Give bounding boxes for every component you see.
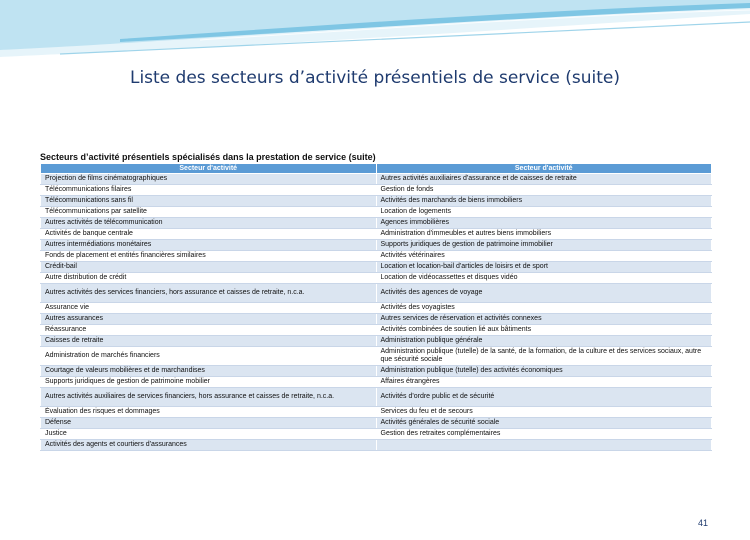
column-header-left: Secteur d'activité xyxy=(41,164,377,174)
table-header-row xyxy=(41,164,712,174)
table-body xyxy=(41,174,712,451)
table-cell-left: Autre distribution de crédit xyxy=(41,273,377,284)
table-row xyxy=(41,347,712,366)
page-number: 41 xyxy=(698,518,709,528)
table-row xyxy=(41,218,712,229)
table-row xyxy=(41,273,712,284)
table-cell-right: Location de logements xyxy=(376,207,712,218)
table-row xyxy=(41,440,712,451)
table-cell-left: Réassurance xyxy=(41,325,377,336)
table-cell-right: Activités générales de sécurité sociale xyxy=(376,418,712,429)
table-row xyxy=(41,418,712,429)
table-row xyxy=(41,366,712,377)
table-cell-left: Autres intermédiations monétaires xyxy=(41,240,377,251)
table-row xyxy=(41,407,712,418)
table-cell-right: Administration d'immeubles et autres biens immobiliers xyxy=(376,229,712,240)
table-cell-left: Activités des agents et courtiers d'assurances xyxy=(41,440,377,451)
table-cell-left: Télécommunications par satellite xyxy=(41,207,377,218)
table-cell-left: Évaluation des risques et dommages xyxy=(41,407,377,418)
table-cell-right: Services du feu et de secours xyxy=(376,407,712,418)
table-cell-left: Fonds de placement et entités financières similaires xyxy=(41,251,377,262)
table-cell-right: Activités vétérinaires xyxy=(376,251,712,262)
table-row xyxy=(41,251,712,262)
table-row xyxy=(41,229,712,240)
table-cell-right: Activités d'ordre public et de sécurité xyxy=(376,388,712,407)
table-cell-left: Autres activités des services financiers, hors assurance et caisses de retraite, n.c.a. xyxy=(41,284,377,303)
slide-title: Liste des secteurs d’activité présentiels de service (suite) xyxy=(129,68,621,88)
table-cell-left: Justice xyxy=(41,429,377,440)
table-row xyxy=(41,429,712,440)
table-cell-left: Télécommunications sans fil xyxy=(41,196,377,207)
table-cell-left: Supports juridiques de gestion de patrimoine mobilier xyxy=(41,377,377,388)
table-cell-right: Administration publique (tutelle) de la santé, de la formation, de la culture et des services sociaux, autre que sécurité sociale xyxy=(376,347,712,366)
table-cell-right: Location de vidéocassettes et disques vidéo xyxy=(376,273,712,284)
table-cell-left: Autres activités auxiliaires de services financiers, hors assurance et caisses de retraite, n.c.a. xyxy=(41,388,377,407)
table-cell-left: Administration de marchés financiers xyxy=(41,347,377,366)
table-cell-left: Télécommunications filaires xyxy=(41,185,377,196)
table-cell-right: Administration publique générale xyxy=(376,336,712,347)
table-cell-left: Activités de banque centrale xyxy=(41,229,377,240)
table-cell-left: Projection de films cinématographiques xyxy=(41,174,377,185)
table-row xyxy=(41,325,712,336)
table-caption: Secteurs d’activité présentiels spécialisés dans la prestation de service (suite) xyxy=(40,152,376,162)
table-row xyxy=(41,207,712,218)
table-cell-right: Supports juridiques de gestion de patrimoine immobilier xyxy=(376,240,712,251)
table-cell-right: Agences immobilières xyxy=(376,218,712,229)
table-cell-right: Location et location-bail d'articles de loisirs et de sport xyxy=(376,262,712,273)
table-cell-left: Autres activités de télécommunication xyxy=(41,218,377,229)
table-cell-right: Affaires étrangères xyxy=(376,377,712,388)
table-cell-right: Gestion des retraites complémentaires xyxy=(376,429,712,440)
table-row xyxy=(41,314,712,325)
table-row xyxy=(41,388,712,407)
table-cell-right: Autres activités auxiliaires d'assurance et de caisses de retraite xyxy=(376,174,712,185)
table-cell-right: Autres services de réservation et activités connexes xyxy=(376,314,712,325)
table-row xyxy=(41,377,712,388)
column-header-right: Secteur d'activité xyxy=(376,164,712,174)
table-cell-left: Défense xyxy=(41,418,377,429)
table-cell-left: Assurance vie xyxy=(41,303,377,314)
sectors-table-container xyxy=(40,150,716,451)
table-row xyxy=(41,284,712,303)
table-cell-left: Autres assurances xyxy=(41,314,377,325)
decorative-swoosh xyxy=(0,0,750,70)
table-cell-right xyxy=(376,440,712,451)
table-cell-left: Crédit-bail xyxy=(41,262,377,273)
table-cell-right: Activités des marchands de biens immobiliers xyxy=(376,196,712,207)
table-cell-right: Administration publique (tutelle) des activités économiques xyxy=(376,366,712,377)
table-cell-right: Activités des agences de voyage xyxy=(376,284,712,303)
table-cell-left: Courtage de valeurs mobilières et de marchandises xyxy=(41,366,377,377)
table-row xyxy=(41,174,712,185)
table-cell-right: Activités combinées de soutien lié aux bâtiments xyxy=(376,325,712,336)
table-cell-left: Caisses de retraite xyxy=(41,336,377,347)
table-row xyxy=(41,262,712,273)
table-row xyxy=(41,185,712,196)
table-row xyxy=(41,303,712,314)
table-row xyxy=(41,240,712,251)
table-cell-right: Gestion de fonds xyxy=(376,185,712,196)
table-row xyxy=(41,336,712,347)
sectors-table xyxy=(40,163,712,451)
table-cell-right: Activités des voyagistes xyxy=(376,303,712,314)
table-row xyxy=(41,196,712,207)
